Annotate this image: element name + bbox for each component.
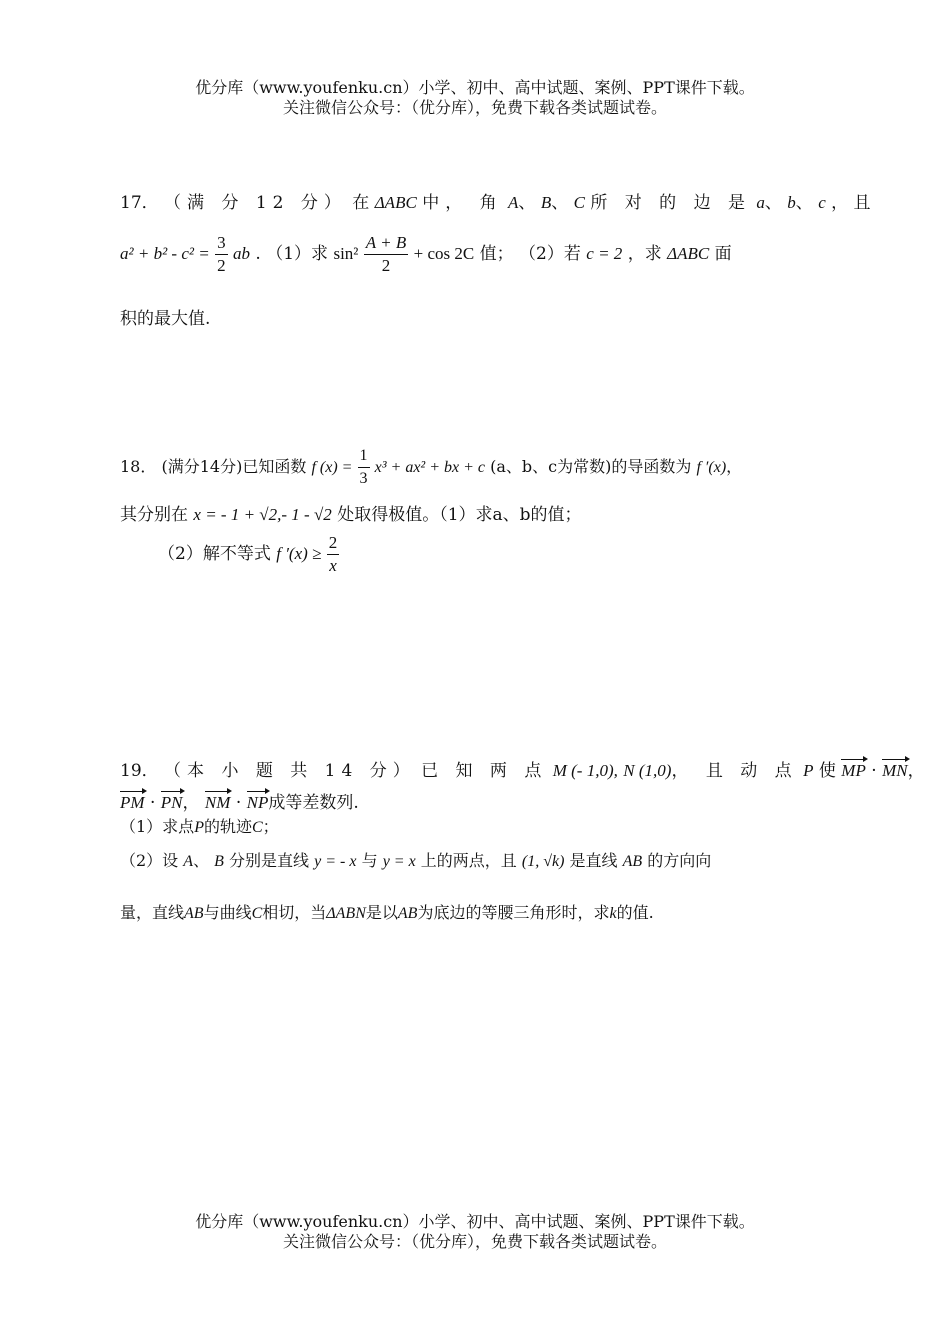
q17-line-2: [120, 232, 732, 277]
q19-point-a: A: [183, 853, 194, 870]
q19-point-p: P: [803, 761, 814, 780]
fraction-numerator: A + B: [364, 232, 408, 255]
q17-text: ，求: [627, 244, 662, 264]
q19-text: ，: [182, 793, 200, 813]
q19-vector-pn: PN: [160, 793, 183, 812]
fraction-denominator: 2: [217, 256, 226, 275]
q19-point-b: B: [214, 853, 224, 870]
q19-score: （本 小 题 共 14 分）: [164, 761, 416, 781]
q17-cos: + cos 2C: [413, 244, 475, 263]
q19-line-3: [120, 814, 279, 837]
q19-text: ，: [907, 761, 925, 781]
q18-score: (满分14分): [161, 457, 243, 476]
q19-text: 的值.: [616, 903, 654, 922]
fraction-denominator: 2: [381, 256, 391, 275]
q19-vector-nm: NM: [204, 793, 231, 812]
q17-number: 17．: [120, 193, 159, 213]
q19-point-m: M (- 1,0),: [552, 761, 618, 780]
q19-line-eq: y = - x: [314, 853, 357, 870]
q19-direction-vector: (1, √k): [521, 853, 565, 870]
q18-derivative: f ′(x): [696, 459, 727, 476]
q19-point-n: N (1,0): [623, 761, 672, 780]
q17-var: A: [508, 193, 519, 212]
q17-line-3: [120, 304, 210, 329]
q18-ineq-fraction: [327, 532, 340, 577]
fraction-numerator: 3: [215, 232, 228, 255]
q17-triangle: ΔABC: [374, 193, 417, 212]
q17-text: . （1）求: [255, 244, 329, 264]
q17-fraction: [215, 232, 228, 277]
q19-text: 分别是直线: [229, 851, 310, 870]
q19-curve-c: C: [251, 905, 263, 922]
q19-text: 是直线: [569, 851, 618, 870]
q17-text: ， 且: [831, 193, 871, 213]
q17-line-1: [120, 188, 871, 213]
q17-condition: c = 2: [586, 244, 623, 263]
q19-text: 的方向向: [647, 851, 712, 870]
q19-text: （2）设: [120, 851, 179, 870]
q19-text: 成等差数列.: [268, 793, 359, 813]
q17-var: a: [756, 193, 765, 212]
q19-vector-mp: MP: [841, 761, 866, 780]
q19-line-4: [120, 848, 711, 871]
q19-text: 上的两点，且: [420, 851, 517, 870]
q17-text: 所 对 的 边 是: [590, 193, 751, 213]
fraction-denominator: 3: [359, 470, 368, 487]
q18-function: f (x) =: [311, 459, 353, 476]
page-header: [0, 78, 950, 118]
q18-text: (a、b、c为常数)的导函数为: [490, 457, 692, 476]
fraction-numerator: 2: [327, 532, 340, 555]
q17-triangle: ΔABC: [667, 244, 710, 263]
q17-text: 值； （2）若: [479, 244, 581, 264]
q18-text: ，: [726, 457, 743, 476]
q17-text: 在: [352, 193, 370, 213]
header-line-2: 关注微信公众号：（优分库），免费下载各类试题试卷。: [282, 98, 667, 117]
q19-point-p: P: [194, 819, 204, 836]
q19-line-ab: AB: [622, 853, 643, 870]
q19-text: 的轨迹: [203, 817, 252, 836]
q19-line-2: [120, 788, 359, 813]
q18-xvalues: x = - 1 + √2,- 1 - √2: [193, 505, 332, 524]
q17-var: c: [818, 193, 826, 212]
q19-line-ab: AB: [397, 905, 418, 922]
q17-sep: 、: [551, 193, 569, 213]
q17-sep: 、: [764, 193, 782, 213]
q17-var: C: [573, 193, 585, 212]
q17-sin-fraction: [364, 232, 408, 277]
q19-line-5: [120, 900, 654, 923]
q18-polynomial: x³ + ax² + bx + c: [374, 459, 486, 476]
q17-sep: 、: [795, 193, 813, 213]
q19-text: 与: [361, 851, 378, 870]
footer-line-2: 关注微信公众号：（优分库），免费下载各类试题试卷。: [282, 1232, 667, 1251]
fraction-numerator: 1: [358, 445, 370, 468]
q19-line-ab: AB: [184, 905, 204, 922]
q18-inequality: f ′(x) ≥: [276, 544, 322, 563]
q17-text: 积的最大值.: [120, 309, 211, 329]
q19-vector-np: NP: [246, 793, 269, 812]
q19-dot: ·: [871, 761, 877, 781]
q18-text: 已知函数: [242, 457, 307, 476]
footer-line-1: 优分库（www.youfenku.cn）小学、初中、高中试题、案例、PPT课件下载。: [195, 1212, 755, 1231]
q19-text: ， 且 动 点: [671, 761, 798, 781]
q19-text: 相切，当: [262, 903, 327, 922]
fraction-denominator: x: [329, 556, 337, 575]
q18-fraction: [358, 445, 370, 490]
q18-line-2: [120, 500, 582, 525]
q17-var: B: [540, 193, 552, 212]
q19-text: 是以: [365, 903, 398, 922]
q19-text: 已 知 两 点: [421, 761, 548, 781]
header-line-1: 优分库（www.youfenku.cn）小学、初中、高中试题、案例、PPT课件下载。: [195, 78, 755, 97]
q19-var-k: k: [609, 905, 617, 922]
q17-var: b: [787, 193, 796, 212]
q19-triangle: ΔABN: [326, 905, 366, 922]
q19-text: 使: [818, 761, 836, 781]
q19-text: 为底边的等腰三角形时，求: [417, 903, 610, 922]
q17-score: （满 分 12 分）: [164, 193, 347, 213]
q19-line-1: [120, 756, 925, 781]
q19-dot: ·: [149, 793, 156, 813]
q18-line-1: [120, 445, 742, 490]
q17-equation: a² + b² - c² =: [120, 244, 210, 263]
q18-line-3: [158, 532, 339, 577]
q19-dot: ·: [235, 793, 242, 813]
q19-number: 19．: [120, 761, 159, 781]
q19-sep: 、: [193, 851, 210, 870]
q18-text: 其分别在: [120, 505, 188, 525]
q19-vector-mn: MN: [882, 761, 908, 780]
q17-sep: 、: [518, 193, 536, 213]
q19-text: ；: [262, 817, 279, 836]
q19-text: （1）求点: [120, 817, 195, 836]
q17-equation: ab: [233, 244, 251, 263]
q19-text: 量，直线: [120, 903, 185, 922]
q18-number: 18．: [120, 457, 157, 476]
q18-text: 处取得极值。（1）求a、b的值；: [337, 505, 582, 525]
q17-sin: sin²: [333, 244, 359, 263]
q19-text: 与曲线: [203, 903, 252, 922]
q19-line-eq: y = x: [382, 853, 416, 870]
q17-text: 面: [714, 244, 732, 264]
q17-text: 中， 角: [422, 193, 503, 213]
q19-curve-c: C: [251, 819, 263, 836]
q18-text: （2）解不等式: [158, 544, 271, 564]
page-footer: [0, 1212, 950, 1252]
q19-vector-pm: PM: [120, 793, 145, 812]
